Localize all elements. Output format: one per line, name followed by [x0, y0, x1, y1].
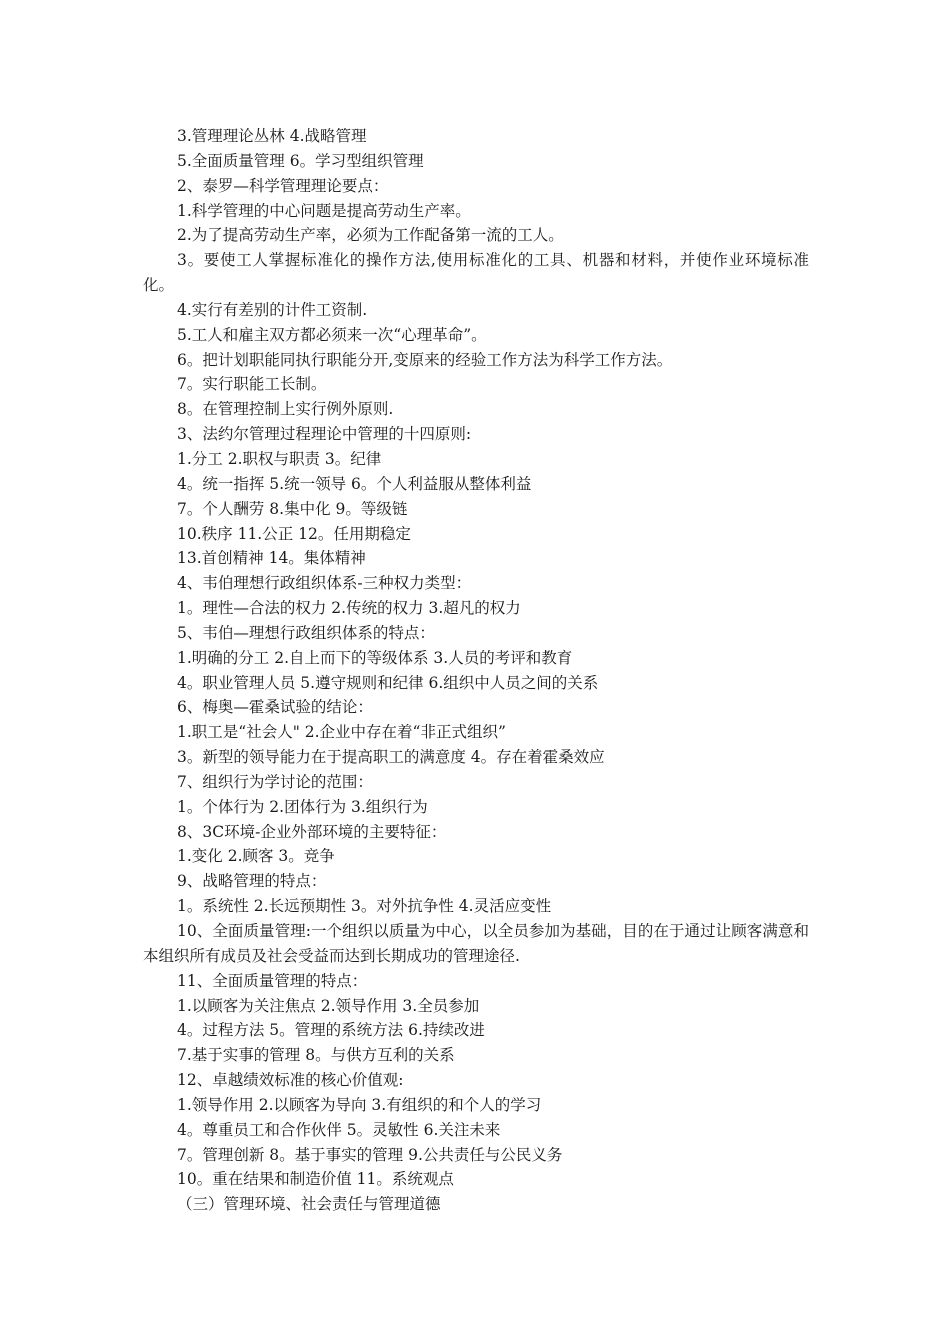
section-heading: 3、法约尔管理过程理论中管理的十四原则: [177, 425, 472, 444]
section-heading: 6、梅奥—霍桑试验的结论： [177, 698, 373, 717]
text-line: 3.管理理论丛林 4.战略管理 [177, 127, 367, 145]
text-line: 1.分工 2.职权与职责 3。纪律 [177, 449, 382, 468]
text-line: 4。职业管理人员 5.遵守规则和纪律 6.组织中人员之间的关系 [177, 673, 599, 692]
section-heading: 9、战略管理的特点： [177, 872, 327, 891]
section-heading: 7、组织行为学讨论的范围： [177, 772, 373, 791]
section-heading: 4、韦伯理想行政组织体系-三种权力类型： [177, 574, 472, 593]
text-line: 10.秩序 11.公正 12。任用期稳定 [177, 524, 411, 543]
text-line: 1。系统性 2.长远预期性 3。对外抗争性 4.灵活应变性 [177, 897, 552, 916]
text-line: 4.实行有差别的计件工资制. [177, 300, 368, 319]
text-line: 13.首创精神 14。集体精神 [177, 549, 366, 568]
document-body [143, 124, 809, 1217]
section-heading: （三）管理环境、社会责任与管理道德 [177, 1195, 441, 1214]
section-heading: 2、泰罗—科学管理理论要点： [177, 176, 389, 195]
section-heading: 8、3C环境-企业外部环境的主要特征： [177, 822, 447, 841]
section-heading: 12、卓越绩效标准的核心价值观: [177, 1071, 404, 1090]
text-line: 4。统一指挥 5.统一领导 6。个人利益服从整体利益 [177, 474, 532, 493]
text-line: 4。尊重员工和合作伙伴 5。灵敏性 6.关注未来 [177, 1120, 501, 1139]
text-line: 4。过程方法 5。管理的系统方法 6.持续改进 [177, 1021, 485, 1040]
text-line: 7。实行职能工长制。 [177, 375, 327, 394]
text-line: 5.全面质量管理 6。学习型组织管理 [177, 151, 424, 170]
section-heading: 5、韦伯—理想行政组织体系的特点： [177, 623, 435, 642]
text-line: 7。个人酬劳 8.集中化 9。等级链 [177, 499, 408, 518]
text-line: 7.基于实事的管理 8。与供方互利的关系 [177, 1046, 455, 1065]
text-line: 1。理性—合法的权力 2.传统的权力 3.超凡的权力 [177, 599, 521, 618]
text-line: 10。重在结果和制造价值 11。系统观点 [177, 1170, 454, 1189]
text-line: 2.为了提高劳动生产率，必须为工作配备第一流的工人。 [177, 226, 564, 245]
text-paragraph: 10、全面质量管理:一个组织以质量为中心，以全员参加为基础，目的在于通过让顾客满意和本组织所有成员及社会受益而达到长期成功的管理途径. [143, 922, 809, 965]
text-line: 1.变化 2.顾客 3。竞争 [177, 847, 335, 866]
text-line: 1.职工是“社会人" 2.企业中存在着“非正式组织” [177, 723, 506, 742]
text-line: 1.以顾客为关注焦点 2.领导作用 3.全员参加 [177, 996, 480, 1015]
text-line: 1.科学管理的中心问题是提高劳动生产率。 [177, 201, 471, 220]
text-line: 6。把计划职能同执行职能分开,变原来的经验工作方法为科学工作方法。 [177, 350, 673, 369]
text-paragraph: 3。要使工人掌握标准化的操作方法,使用标准化的工具、机器和材料，并使作业环境标准化。 [143, 251, 809, 295]
text-line: 8。在管理控制上实行例外原则. [177, 400, 394, 419]
text-line: 5.工人和雇主双方都必须来一次“心理革命”。 [177, 325, 487, 344]
text-line: 3。新型的领导能力在于提高职工的满意度 4。存在着霍桑效应 [177, 748, 605, 767]
text-line: 1.明确的分工 2.自上而下的等级体系 3.人员的考评和教育 [177, 648, 573, 667]
text-line: 1.领导作用 2.以顾客为导向 3.有组织的和个人的学习 [177, 1095, 542, 1114]
text-line: 1。个体行为 2.团体行为 3.组织行为 [177, 797, 428, 816]
section-heading: 11、全面质量管理的特点： [177, 971, 368, 990]
text-line: 7。管理创新 8。基于事实的管理 9.公共责任与公民义务 [177, 1145, 563, 1164]
